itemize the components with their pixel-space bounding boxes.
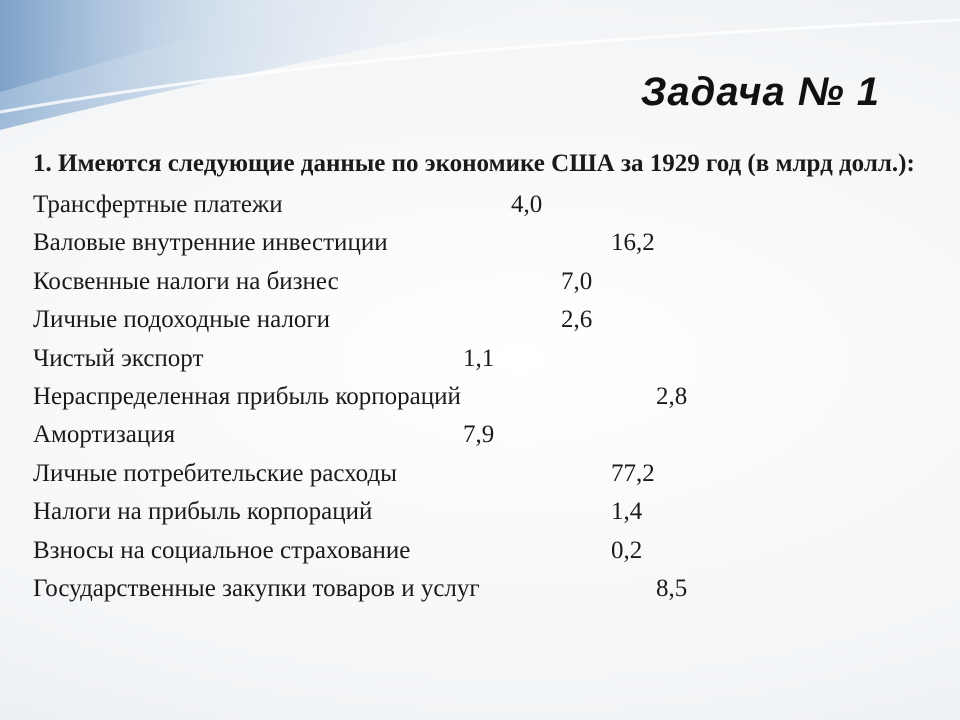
data-row [33, 340, 921, 378]
data-row [33, 570, 921, 608]
item-value: 2,6 [561, 306, 593, 334]
item-value: 1,4 [611, 498, 643, 526]
data-row [33, 455, 921, 493]
item-label: Трансфертные платежи [33, 191, 283, 218]
item-value: 4,0 [511, 191, 543, 218]
item-value: 1,1 [463, 344, 495, 372]
data-row [33, 493, 921, 531]
item-value: 2,8 [656, 382, 688, 410]
item-label: Чистый экспорт [33, 344, 204, 372]
item-label: Нераспределенная прибыль корпораций [33, 382, 461, 410]
item-value: 8,5 [656, 574, 688, 602]
data-row [33, 301, 921, 339]
data-row [33, 532, 921, 570]
item-label: Личные потребительские расходы [33, 459, 397, 487]
item-value: 7,9 [463, 421, 495, 449]
item-label: Государственные закупки товаров и услуг [33, 574, 480, 602]
data-row [33, 378, 921, 416]
item-value: 77,2 [611, 459, 655, 487]
data-row [33, 224, 921, 262]
item-value: 16,2 [611, 229, 655, 257]
data-list [33, 186, 921, 608]
data-row [33, 186, 921, 224]
item-label: Личные подоходные налоги [33, 306, 331, 334]
item-label: Косвенные налоги на бизнес [33, 267, 339, 295]
item-label: Взносы на социальное страхование [33, 536, 411, 564]
item-value: 0,2 [611, 536, 643, 564]
item-label: Валовые внутренние инвестиции [33, 229, 388, 257]
item-value: 7,0 [561, 267, 593, 295]
item-label: Амортизация [33, 421, 176, 449]
data-row [33, 263, 921, 301]
problem-statement: 1. Имеются следующие данные по экономике США за 1929 год (в млрд долл.): [33, 150, 915, 177]
item-label: Налоги на прибыль корпораций [33, 498, 373, 526]
slide-title: Задача № 1 [640, 70, 880, 114]
data-row [33, 416, 921, 454]
slide-content [33, 146, 921, 608]
